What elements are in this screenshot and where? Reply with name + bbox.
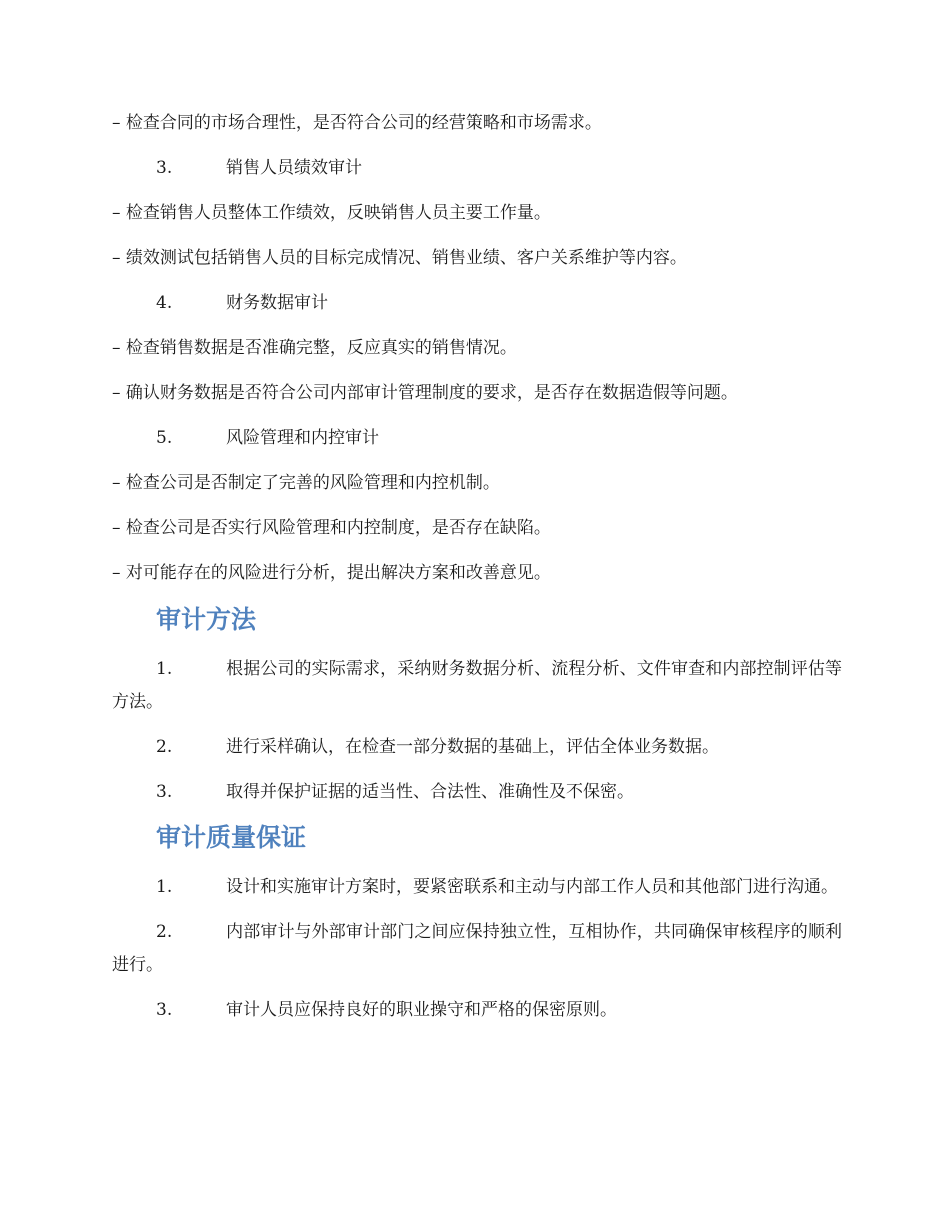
item-number: 2. [156, 922, 173, 942]
bullet-line: – 检查销售数据是否准确完整，反应真实的销售情况。 [112, 338, 517, 358]
item-number: 3. [156, 1000, 173, 1020]
item-number: 1. [156, 659, 173, 679]
numbered-item [112, 994, 842, 1027]
item-number: 1. [156, 877, 173, 897]
item-number: 4. [156, 293, 173, 313]
bullet-line: – 对可能存在的风险进行分析，提出解决方案和改善意见。 [112, 563, 551, 583]
item-text: 财务数据审计 [226, 293, 328, 313]
numbered-item [112, 731, 842, 764]
item-text: 取得并保护证据的适当性、合法性、准确性及不保密。 [226, 782, 634, 802]
bullet-line: – 检查公司是否制定了完善的风险管理和内控机制。 [112, 473, 500, 493]
numbered-item [112, 653, 842, 719]
section-heading-methods: 审计方法 [156, 605, 257, 634]
numbered-item [112, 916, 842, 982]
item-text: 风险管理和内控审计 [226, 428, 379, 448]
bullet-line: – 确认财务数据是否符合公司内部审计管理制度的要求，是否存在数据造假等问题。 [112, 383, 738, 403]
item-text: 内部审计与外部审计部门之间应保持独立性，互相协作，共同确保审核程序的顺利进行。 [112, 922, 842, 975]
bullet-line: – 绩效测试包括销售人员的目标完成情况、销售业绩、客户关系维护等内容。 [112, 248, 687, 268]
document-content [112, 108, 842, 1039]
item-text: 销售人员绩效审计 [226, 158, 362, 178]
item-number: 2. [156, 737, 173, 757]
numbered-subheading [112, 423, 842, 453]
item-number: 3. [156, 782, 173, 802]
item-text: 审计人员应保持良好的职业操守和严格的保密原则。 [226, 1000, 617, 1020]
bullet-line: – 检查合同的市场合理性，是否符合公司的经营策略和市场需求。 [112, 113, 602, 133]
bullet-line: – 检查公司是否实行风险管理和内控制度，是否存在缺陷。 [112, 518, 551, 538]
item-number: 5. [156, 428, 173, 448]
numbered-item [112, 871, 842, 904]
bullet-line: – 检查销售人员整体工作绩效，反映销售人员主要工作量。 [112, 203, 551, 223]
item-text: 根据公司的实际需求，采纳财务数据分析、流程分析、文件审查和内部控制评估等方法。 [112, 659, 842, 712]
numbered-subheading [112, 153, 842, 183]
numbered-item [112, 776, 842, 809]
item-text: 设计和实施审计方案时，要紧密联系和主动与内部工作人员和其他部门进行沟通。 [226, 877, 838, 897]
item-text: 进行采样确认，在检查一部分数据的基础上，评估全体业务数据。 [226, 737, 719, 757]
item-number: 3. [156, 158, 173, 178]
section-heading-quality: 审计质量保证 [156, 823, 307, 852]
numbered-subheading [112, 288, 842, 318]
